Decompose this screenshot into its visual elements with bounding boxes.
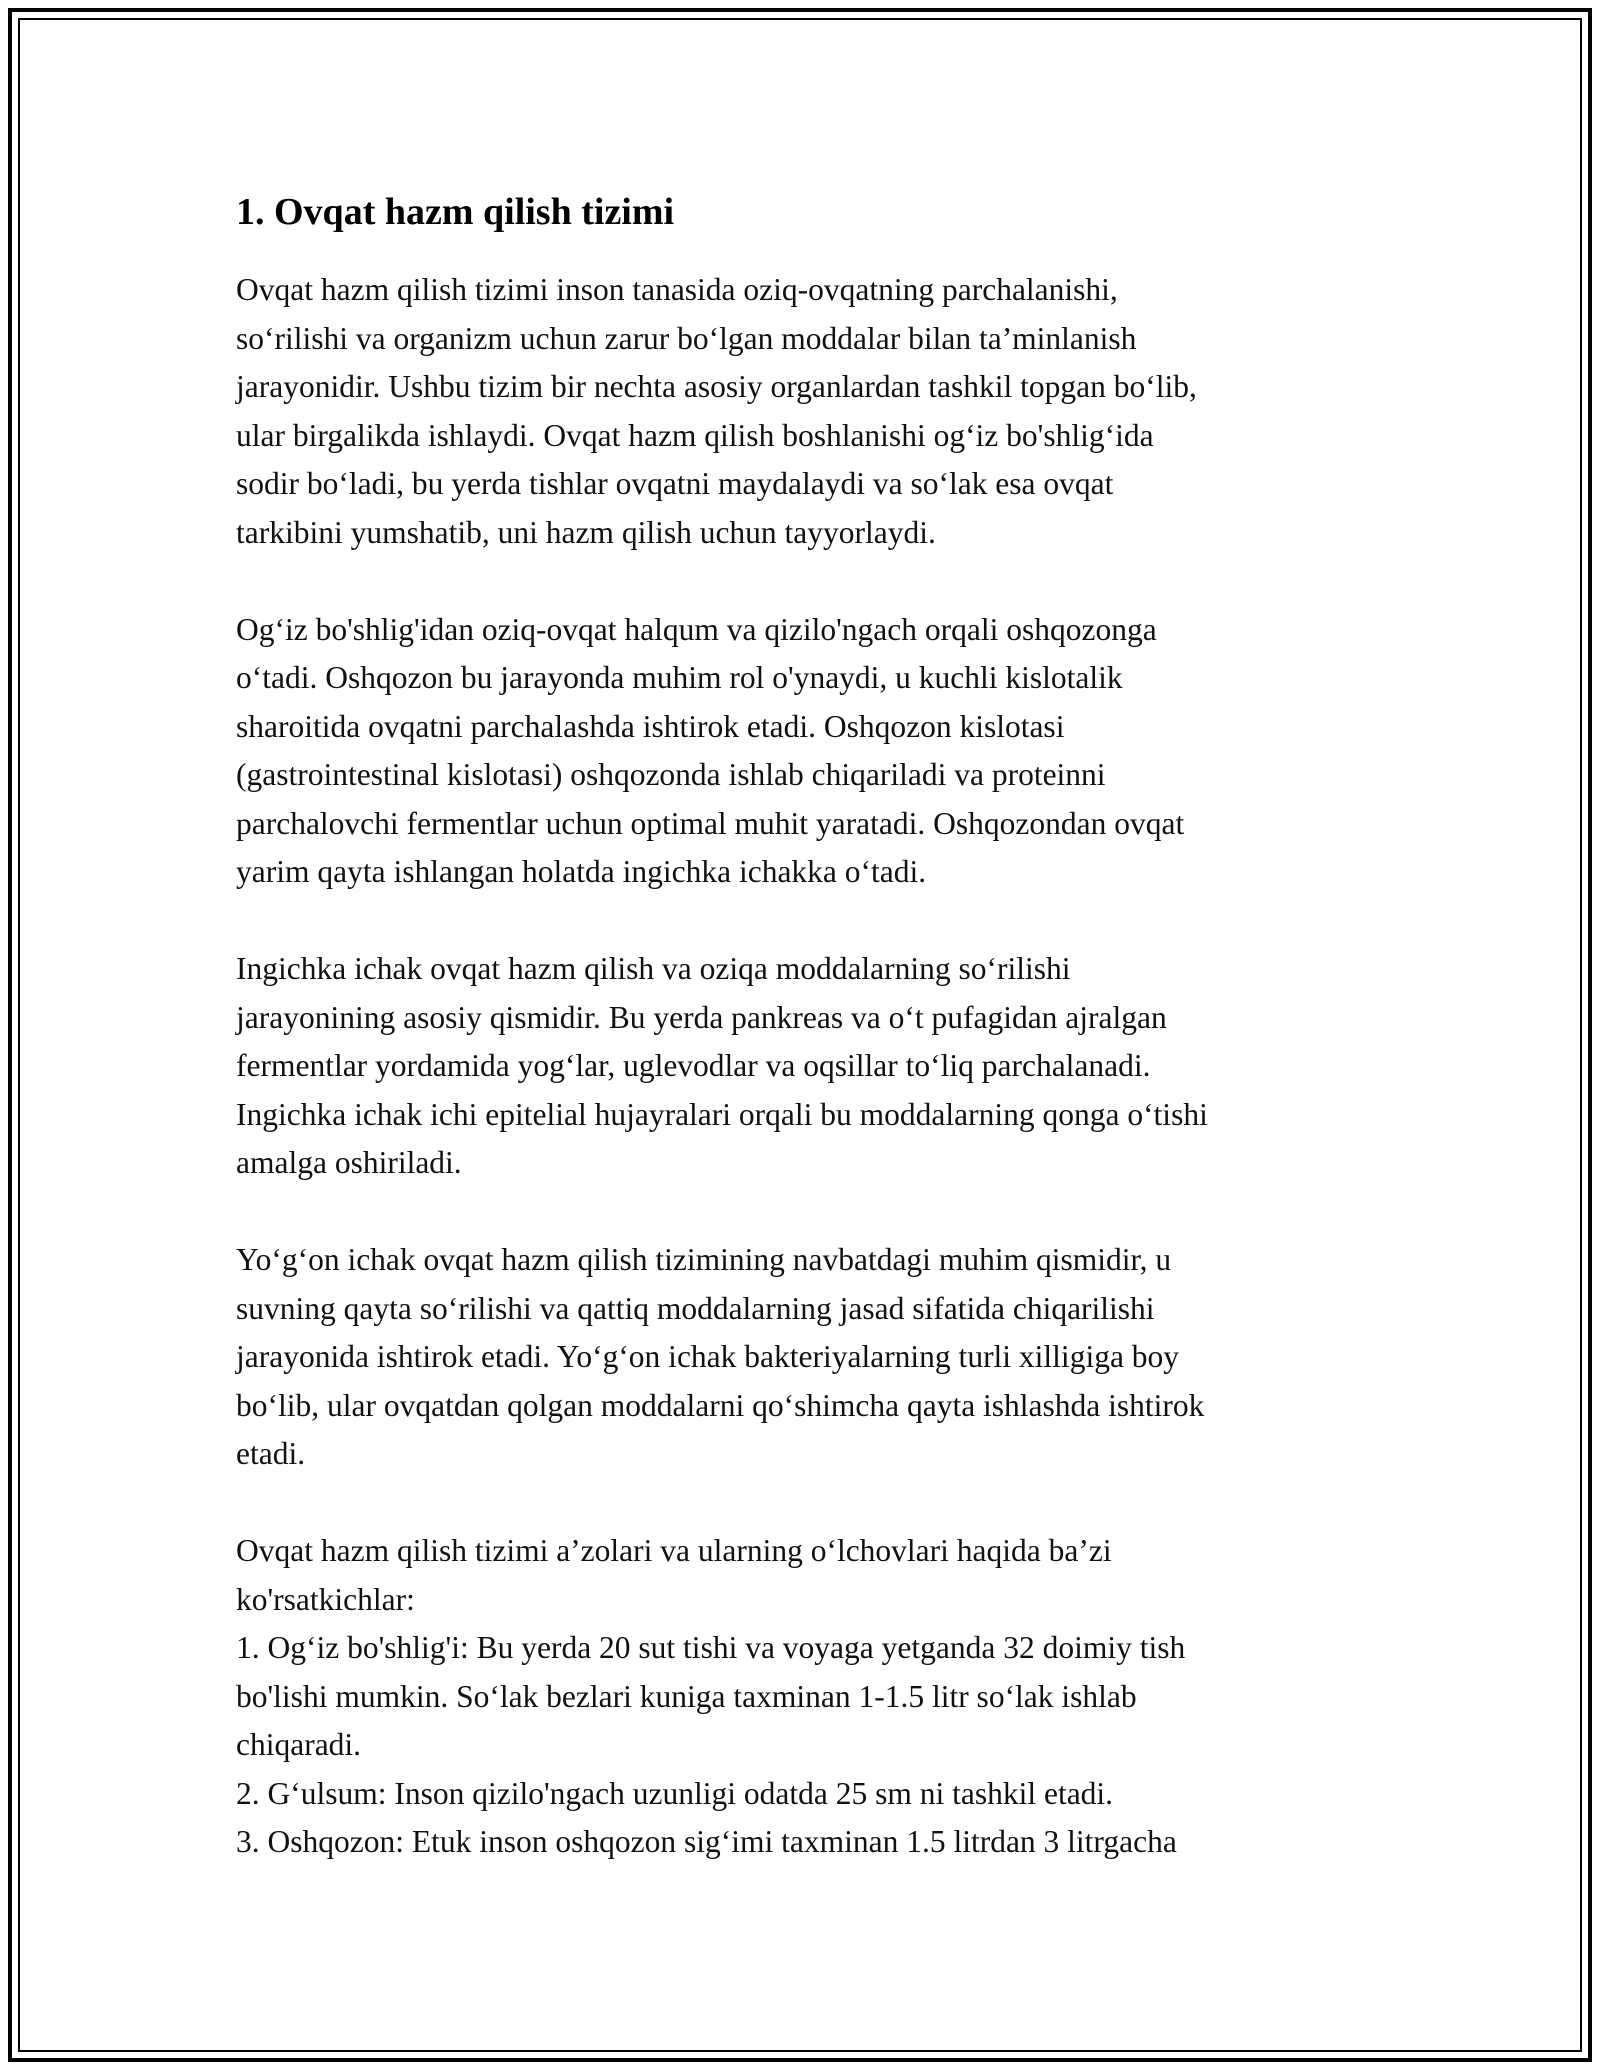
paragraph-large-intestine: Yo‘g‘on ichak ovqat hazm qilish tizimining navbatdagi muhim qismidir, u suvning qayta so‘rilishi va qattiq moddalarning jasad sifatida chiqarilishi jarayonida ishtirok etadi. Yo‘g‘on ichak bakteriyalarning turli xilligiga boy bo‘lib, ular ovqatdan qolgan moddalarni qo‘shimcha qayta ishlashda ishtirok etadi.: [236, 1242, 1205, 1471]
paragraph-intro: Ovqat hazm qilish tizimi inson tanasida oziq-ovqatning parchalanishi, so‘rilishi va organizm uchun zarur bo‘lgan moddalar bilan ta’minlanish jarayonidir. Ushbu tizim bir nechta asosiy organlardan tashkil topgan bo‘lib, ular birgalikda ishlaydi. Ovqat hazm qilish boshlanishi og‘iz bo'shlig‘ida sodir bo‘ladi, bu yerda tishlar ovqatni maydalaydi va so‘lak esa ovqat tarkibini yumshatib, uni hazm qilish uchun tayyorlaydi.: [236, 272, 1197, 550]
paragraph-small-intestine: Ingichka ichak ovqat hazm qilish va oziqa moddalarning so‘rilishi jarayonining asosiy qismidir. Bu yerda pankreas va o‘t pufagidan ajralgan fermentlar yordamida yog‘lar, uglevodlar va oqsillar to‘liq parchalanadi. Ingichka ichak ichi epitelial hujayralari orqali bu moddalarning qonga o‘tishi amalga oshiriladi.: [236, 951, 1208, 1180]
document-body: [236, 188, 1386, 1867]
paragraph-measurements-list: Ovqat hazm qilish tizimi a’zolari va ularning o‘lchovlari haqida ba’zi ko'rsatkichlar: 1. Og‘iz bo'shlig'i: Bu yerda 20 sut tishi va voyaga yetganda 32 doimiy tish bo'lishi mumkin. So‘lak bezlari kuniga taxminan 1-1.5 litr so‘lak ishlab chiqaradi. 2. G‘ulsum: Inson qizilo'ngach uzunligi odatda 25 sm ni tashkil etadi. 3. Oshqozon: Etuk inson oshqozon sig‘imi taxminan 1.5 litrdan 3 litrgacha: [236, 1533, 1186, 1859]
paragraph-stomach: Og‘iz bo'shlig'idan oziq-ovqat halqum va qizilo'ngach orqali oshqozonga o‘tadi. Oshqozon bu jarayonda muhim rol o'ynaydi, u kuchli kislotalik sharoitida ovqatni parchalashda ishtirok etadi. Oshqozon kislotasi (gastrointestinal kislotasi) oshqozonda ishlab chiqariladi va proteinni parchalovchi fermentlar uchun optimal muhit yaratadi. Oshqozondan ovqat yarim qayta ishlangan holatda ingichka ichakka o‘tadi.: [236, 611, 1185, 889]
section-heading: 1. Ovqat hazm qilish tizimi: [236, 191, 675, 233]
